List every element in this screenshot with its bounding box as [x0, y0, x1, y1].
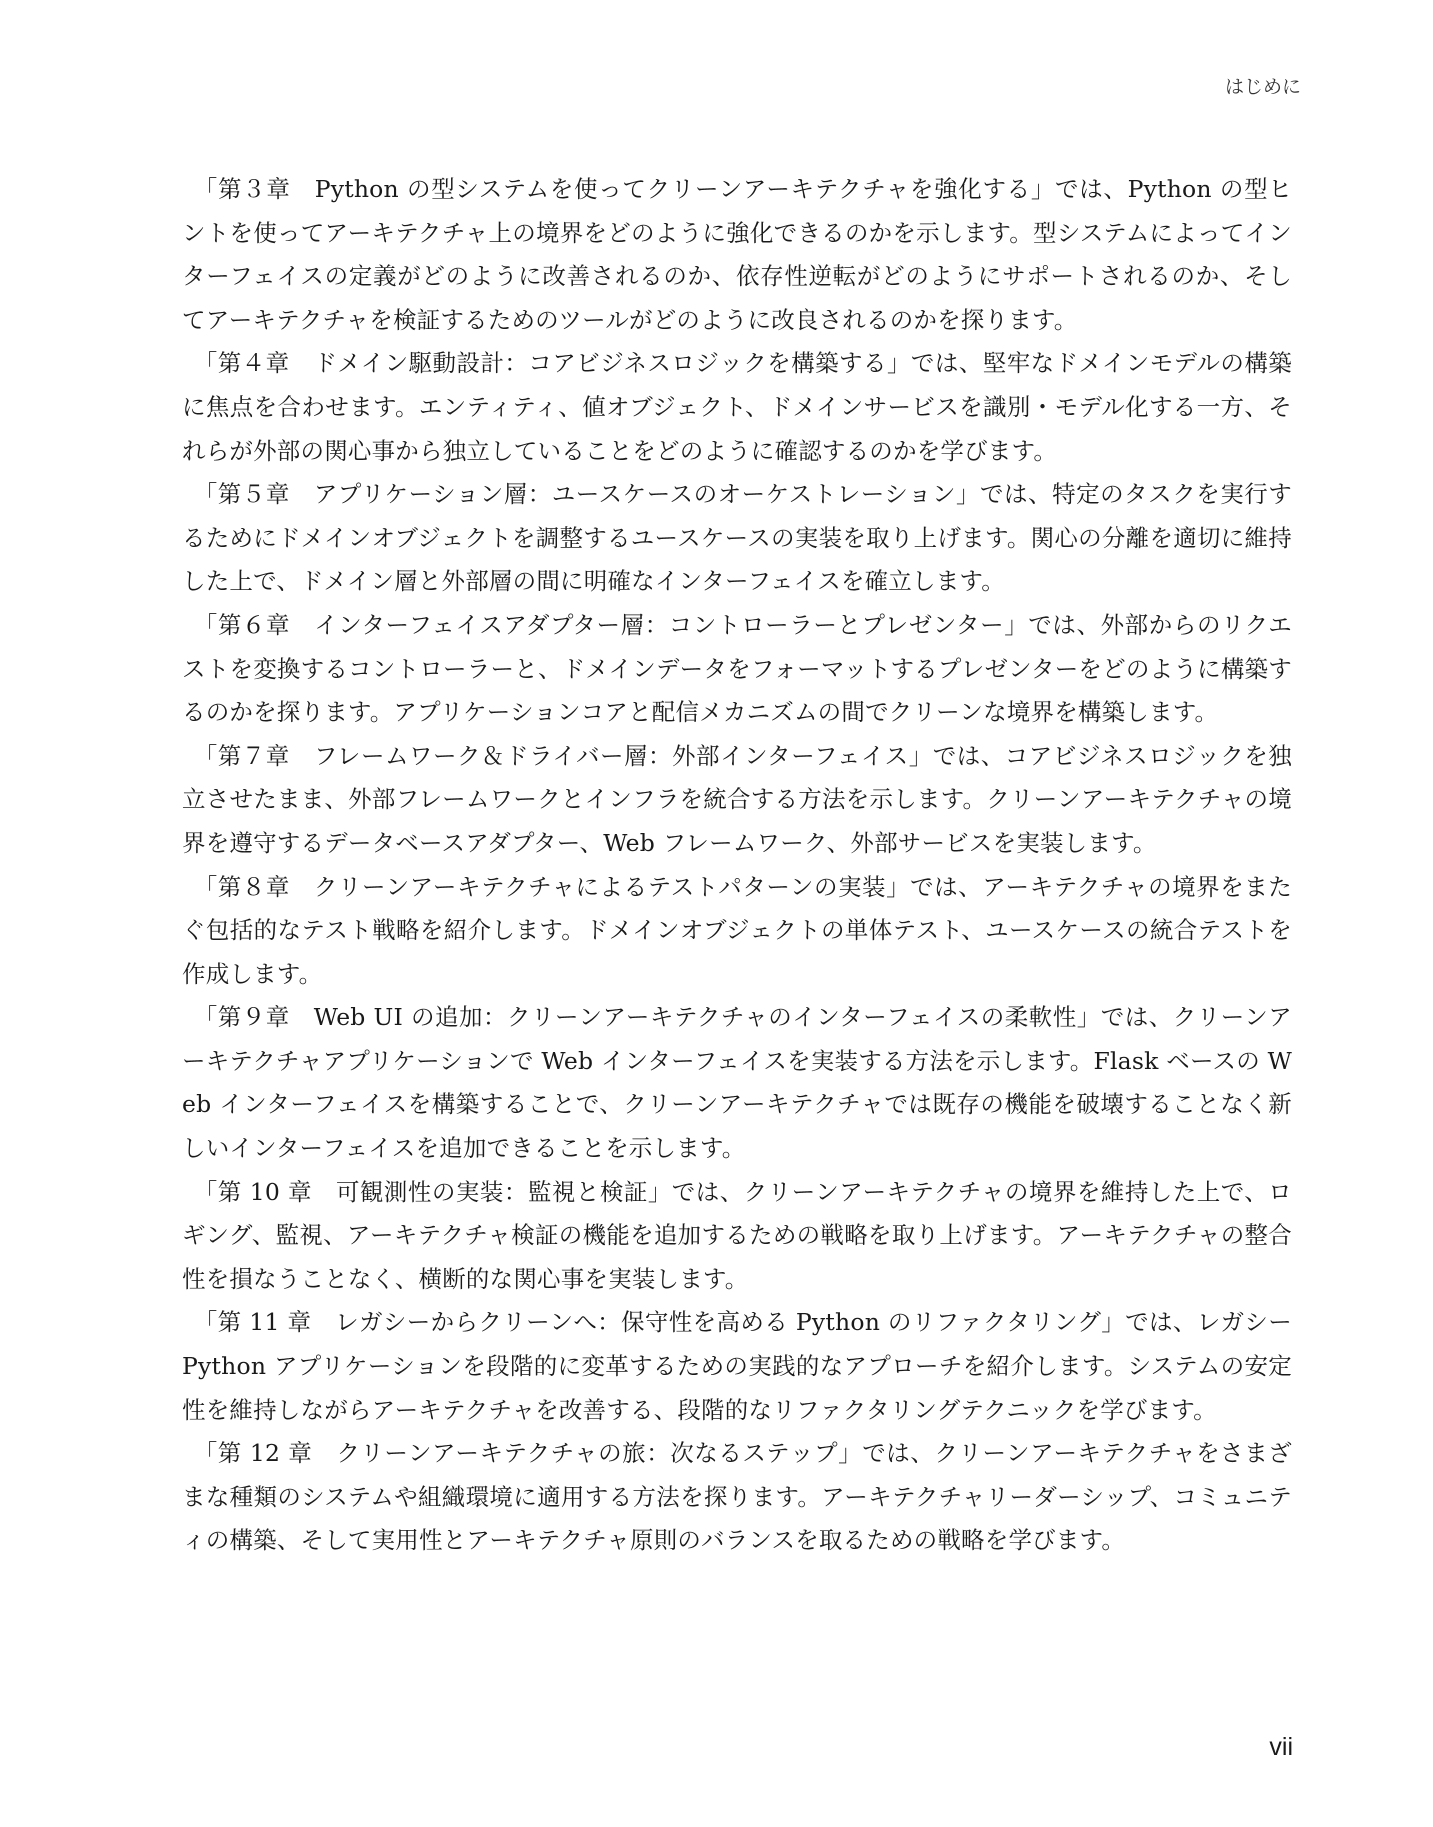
paragraph-chapter-3: 「第３章 Python の型システムを使ってクリーンアーキテクチャを強化する」では、Python の型ヒントを使ってアーキテクチャ上の境界をどのように強化できるのかを示します。型システムによってインターフェイスの定義がどのように改善されるのか、依存性逆転がどのようにサポートされるのか、そしてアーキテクチャを検証するためのツールがどのように改良されるのかを探ります。	[182, 175, 1292, 334]
paragraph-chapter-12: 「第 12 章 クリーンアーキテクチャの旅：次なるステップ」では、クリーンアーキテクチャをさまざまな種類のシステムや組織環境に適用する方法を探ります。アーキテクチャリーダーシップ、コミュニティの構築、そして実用性とアーキテクチャ原則のバランスを取るための戦略を学びます。	[182, 1439, 1292, 1555]
paragraph-chapter-8: 「第８章 クリーンアーキテクチャによるテストパターンの実装」では、アーキテクチャの境界をまたぐ包括的なテスト戦略を紹介します。ドメインオブジェクトの単体テスト、ユースケースの統合テストを作成します。	[182, 872, 1292, 988]
paragraph-chapter-6: 「第６章 インターフェイスアダプター層：コントローラーとプレゼンター」では、外部からのリクエストを変換するコントローラーと、ドメインデータをフォーマットするプレゼンターをどのように構築するのかを探ります。アプリケーションコアと配信メカニズムの間でクリーンな境界を構築します。	[182, 610, 1292, 727]
paragraph-chapter-10: 「第 10 章 可観測性の実装：監視と検証」では、クリーンアーキテクチャの境界を維持した上で、ロギング、監視、アーキテクチャ検証の機能を追加するための戦略を取り上げます。アーキテクチャの整合性を損なうことなく、横断的な関心事を実装します。	[182, 1177, 1292, 1293]
paragraph-chapter-11: 「第 11 章 レガシーからクリーンへ：保守性を高める Python のリファクタリング」では、レガシー Python アプリケーションを段階的に変革するための実践的なアプローチを紹介します。システムの安定性を維持しながらアーキテクチャを改善する、段階的なリファクタリングテクニックを学びます。	[182, 1308, 1292, 1424]
paragraph-chapter-7: 「第７章 フレームワーク＆ドライバー層：外部インターフェイス」では、コアビジネスロジックを独立させたまま、外部フレームワークとインフラを統合する方法を示します。クリーンアーキテクチャの境界を遵守するデータベースアダプター、Web フレームワーク、外部サービスを実装します。	[182, 741, 1292, 857]
paragraph-chapter-5: 「第５章 アプリケーション層：ユースケースのオーケストレーション」では、特定のタスクを実行するためにドメインオブジェクトを調整するユースケースの実装を取り上げます。関心の分離を適切に維持した上で、ドメイン層と外部層の間に明確なインターフェイスを確立します。	[182, 480, 1292, 596]
running-header: はじめに	[1224, 76, 1301, 98]
paragraph-chapter-9: 「第９章 Web UI の追加：クリーンアーキテクチャのインターフェイスの柔軟性」では、クリーンアーキテクチャアプリケーションで Web インターフェイスを実装する方法を示します。Flask ベースの Web インターフェイスを構築することで、クリーンアーキテクチャでは既存の機能を破壊することなく新しいインターフェイスを追加できることを示します。	[182, 1003, 1292, 1163]
paragraph-chapter-4: 「第４章 ドメイン駆動設計：コアビジネスロジックを構築する」では、堅牢なドメインモデルの構築に焦点を合わせます。エンティティ、値オブジェクト、ドメインサービスを識別・モデル化する一方、それらが外部の関心事から独立していることをどのように確認するのかを学びます。	[182, 349, 1292, 465]
page-number: vii	[1269, 1733, 1293, 1761]
chapter-summaries	[182, 168, 1292, 1563]
